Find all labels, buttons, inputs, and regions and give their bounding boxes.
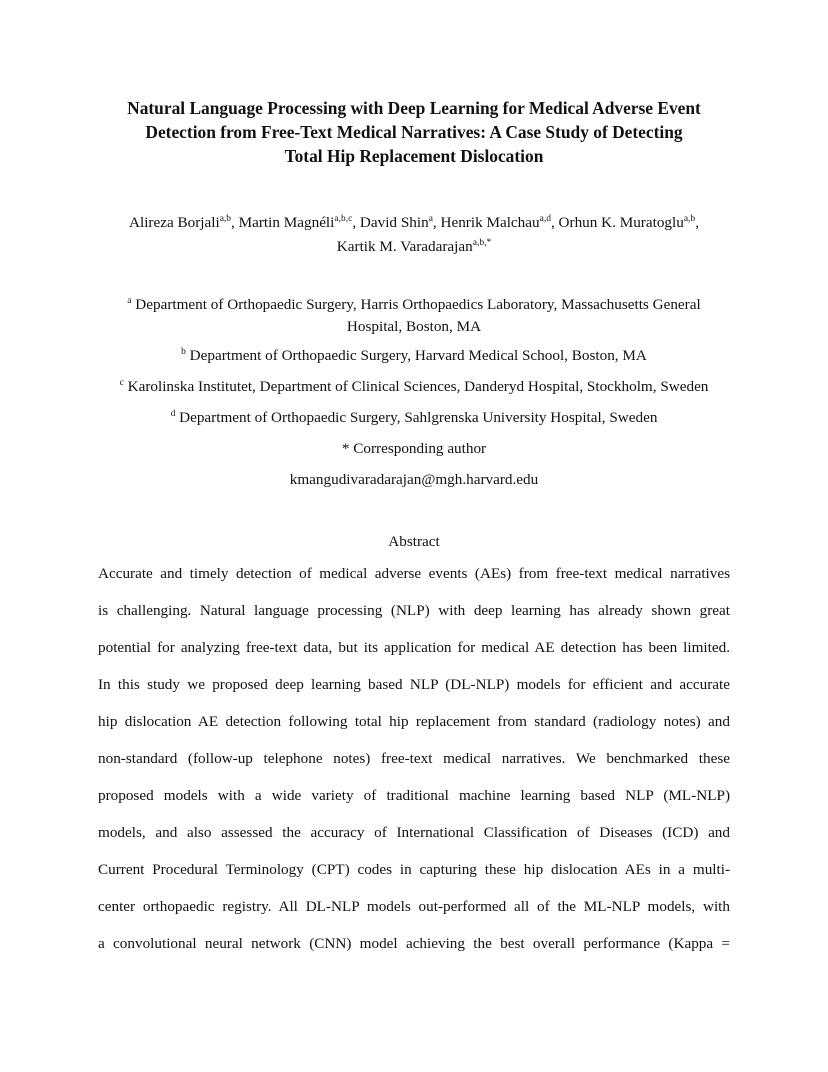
author-line: [60, 211, 768, 235]
affiliation-text-continued: Hospital, Boston, MA: [346, 318, 482, 335]
author-name: Henrik Malchau: [440, 214, 540, 231]
title-line: Total Hip Replacement Dislocation: [284, 146, 544, 166]
affiliation-text: Department of Orthopaedic Surgery, Harvard Medical School, Boston, MA: [189, 347, 647, 364]
author-separator: ,: [432, 214, 441, 231]
affiliation-text: Karolinska Institutet, Department of Clinical Sciences, Danderyd Hospital, Stockholm, Sweden: [127, 378, 709, 395]
affiliation-text: Department of Orthopaedic Surgery, Sahlgrenska University Hospital, Sweden: [179, 409, 658, 426]
abstract-line: Accurate and timely detection of medical adverse events (AEs) from free-text medical narratives: [98, 565, 730, 582]
abstract-heading: Abstract: [388, 533, 440, 550]
author-line: [60, 235, 768, 259]
abstract-line: proposed models with a wide variety of traditional machine learning based NLP (ML-NLP): [98, 787, 730, 804]
abstract-line: Current Procedural Terminology (CPT) codes in capturing these hip dislocation AEs in a multi-: [98, 861, 730, 878]
author-name: Alireza Borjali: [129, 214, 220, 231]
author-affiliation-marks: a,b: [219, 214, 232, 224]
abstract-line: is challenging. Natural language processing (NLP) with deep learning has already shown great: [98, 602, 730, 619]
affiliation-d: [60, 407, 768, 429]
author-affiliation-marks: a,b: [683, 214, 696, 224]
abstract-line: a convolutional neural network (CNN) model achieving the best overall performance (Kappa =: [98, 935, 730, 952]
author-separator: ,: [550, 214, 559, 231]
title-line: Detection from Free-Text Medical Narratives: A Case Study of Detecting: [145, 122, 683, 142]
abstract-line: In this study we proposed deep learning based NLP (DL-NLP) models for efficient and accurate: [98, 676, 730, 693]
author-name: Orhun K. Muratoglu: [558, 214, 684, 231]
affiliation-mark: d: [170, 409, 176, 419]
title-line: Natural Language Processing with Deep Learning for Medical Adverse Event: [127, 98, 701, 118]
affiliation-b: [60, 345, 768, 367]
author-list: [60, 211, 768, 259]
affiliation-text: Department of Orthopaedic Surgery, Harris Orthopaedics Laboratory, Massachusetts General: [135, 296, 701, 313]
author-separator: ,: [695, 214, 699, 231]
corresponding-author-note: * Corresponding author: [341, 440, 487, 457]
author-affiliation-marks: a,b,c: [334, 214, 353, 224]
abstract-line: non-standard (follow-up telephone notes) free-text medical narratives. We benchmarked these: [98, 750, 730, 767]
author-separator: ,: [352, 214, 360, 231]
abstract-line: potential for analyzing free-text data, but its application for medical AE detection has been limited.: [98, 639, 730, 656]
author-affiliation-marks: a,d: [539, 214, 551, 224]
abstract-line: center orthopaedic registry. All DL-NLP models out-performed all of the ML-NLP models, with: [98, 898, 730, 915]
affiliation-a: [60, 294, 768, 338]
author-name: Martin Magnéli: [238, 214, 335, 231]
author-affiliation-marks: a: [428, 214, 433, 224]
paper-title: [80, 96, 748, 168]
author-affiliation-marks: a,b,*: [472, 238, 492, 248]
corresponding-email: kmangudivaradarajan@mgh.harvard.edu: [289, 471, 539, 488]
affiliation-mark: a: [127, 296, 132, 306]
affiliation-c: [60, 376, 768, 398]
affiliation-mark: c: [119, 378, 124, 388]
affiliation-mark: b: [181, 347, 186, 357]
abstract-line: hip dislocation AE detection following total hip replacement from standard (radiology notes) and: [98, 713, 730, 730]
abstract-line: models, and also assessed the accuracy of International Classification of Diseases (ICD) and: [98, 824, 730, 841]
author-separator: ,: [231, 214, 239, 231]
author-name: Kartik M. Varadarajan: [336, 238, 473, 255]
author-name: David Shin: [359, 214, 429, 231]
